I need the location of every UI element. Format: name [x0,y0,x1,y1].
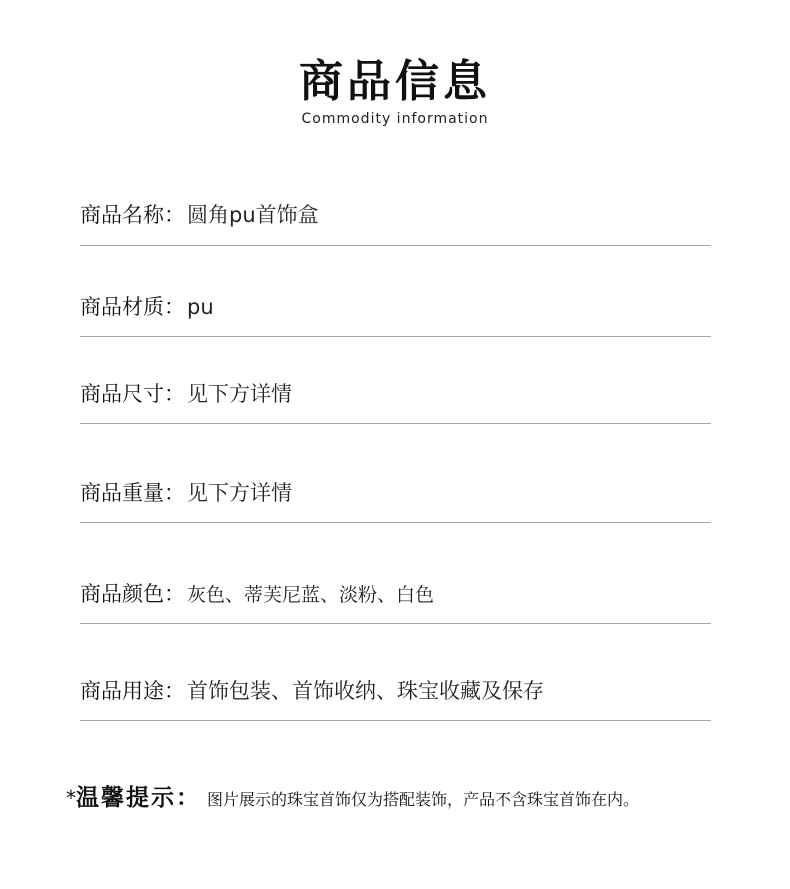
row-label: 商品名称： [80,203,185,227]
row-label: 商品颜色： [80,582,185,606]
info-row-usage [80,670,711,721]
info-row-size [80,373,711,424]
info-row-color [80,573,711,624]
row-label: 商品尺寸： [80,382,185,406]
notice-text: 图片展示的珠宝首饰仅为搭配装饰，产品不含珠宝首饰在内。 [207,790,640,809]
row-label: 商品材质： [80,295,185,319]
page-title: 商品信息 [299,56,491,107]
row-value: 灰色、蒂芙尼蓝、淡粉、白色 [187,584,435,606]
row-label: 商品重量： [80,481,185,505]
row-label: 商品用途： [80,679,185,703]
row-value: 见下方详情 [187,382,292,406]
notice-star: * [66,786,76,810]
notice-label: 温馨提示： [76,785,201,811]
info-row-name [80,194,711,246]
row-value: pu [187,295,214,319]
row-value: 圆角pu首饰盒 [187,203,319,227]
page-subtitle: Commodity information [301,111,489,127]
notice [66,784,639,814]
info-row-weight [80,472,711,523]
row-value: 首饰包装、首饰收纳、珠宝收藏及保存 [187,679,544,703]
info-row-material [80,286,711,337]
row-value: 见下方详情 [187,481,292,505]
